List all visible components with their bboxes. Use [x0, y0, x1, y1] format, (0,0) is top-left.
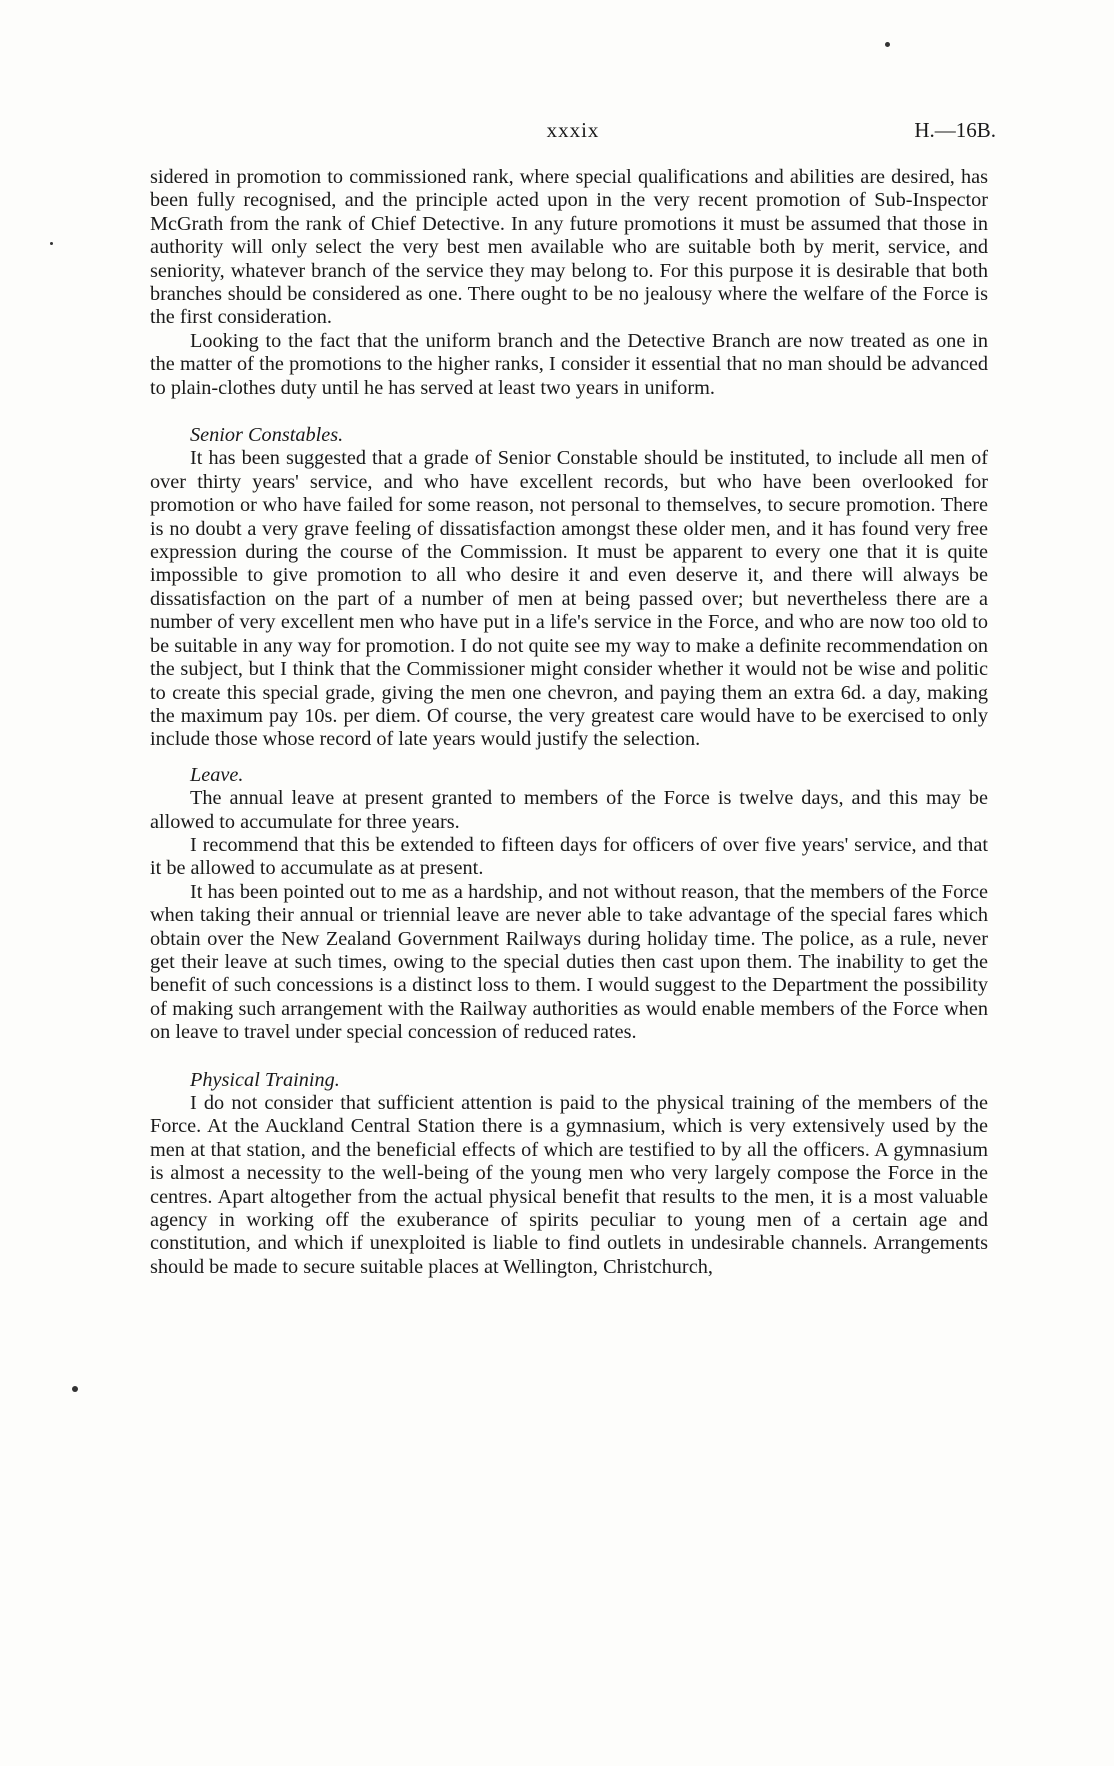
section-heading-physical-training: Physical Training. — [190, 1068, 340, 1091]
scan-speck — [72, 1386, 78, 1392]
document-reference: H.—16B. — [914, 118, 996, 142]
section-heading-senior-constables: Senior Constables. — [190, 424, 344, 447]
body-text — [150, 166, 988, 1279]
paragraph: Looking to the fact that the uniform branch and the Detective Branch are now treated as one in the matter of the promotions to the higher ranks, I consider it essential that no man should be advanced to plain-clothes duty until he has served at least two years in uniform. — [150, 329, 988, 399]
paragraph: I recommend that this be extended to fifteen days for officers of over five years' service, and that it be allowed to accumulate as at present. — [150, 833, 988, 880]
page-number: xxxix — [546, 118, 600, 142]
page-header — [150, 118, 996, 146]
scan-speck — [50, 242, 53, 245]
paragraph: It has been suggested that a grade of Senior Constable should be instituted, to include all men of over thirty years' service, and who have excellent records, but who have been overlooked for promotion or who have failed for some reason, not personal to themselves, to secure promotion. There is no doubt a very grave feeling of dissatisfaction amongst these older men, and it has found very free expression during the course of the Commission. It must be apparent to every one that it is quite impossible to give promotion to all who desire it and even deserve it, and there will always be dissatisfaction on the part of a number of men at being passed over; but nevertheless there are a number of very excellent men who have put in a life's service in the Force, and who are now too old to be suitable in any way for promotion. I do not quite see my way to make a definite recommendation on the subject, but I think that the Commissioner might consider whether it would not be wise and politic to create this special grade, giving the men one chevron, and paying them an extra 6d. a day, making the maximum pay 10s. per diem. Of course, the very greatest care would have to be exercised to only include those whose record of late years would justify the selection. — [150, 447, 988, 751]
paragraph: It has been pointed out to me as a hardship, and not without reason, that the members of the Force when taking their annual or triennial leave are never able to take advantage of the special fares which obtain over the New Zealand Government Railways during holiday time. The police, as a rule, never get their leave at such times, owing to the special duties then cast upon them. The inability to get the benefit of such concessions is a distinct loss to them. I would suggest to the Department the possibility of making such arrangement with the Railway authorities as would enable members of the Force when on leave to travel under special concession of reduced rates. — [150, 880, 988, 1044]
paragraph: The annual leave at present granted to members of the Force is twelve days, and this may be allowed to accumulate for three years. — [150, 787, 988, 833]
paragraph: I do not consider that sufficient attention is paid to the physical training of the members of the Force. At the Auckland Central Station there is a gymnasium, which is very extensively used by the men at that station, and the beneficial effects of which are testified to by all the officers. A gymnasium is almost a necessity to the well-being of the young men who very largely compose the Force in the centres. Apart altogether from the actual physical benefit that results to the men, it is a most valuable agency in working off the exuberance of spirits peculiar to young men of a certain age and constitution, and which if unexploited is liable to find outlets in undesirable channels. Arrangements should be made to secure suitable places at Wellington, Christchurch, — [150, 1091, 988, 1278]
scan-speck — [885, 42, 890, 47]
section-heading-leave: Leave. — [190, 763, 244, 786]
paragraph-continued: sidered in promotion to commissioned rank, where special qualifications and abilities are desired, has been fully recognised, and the principle acted upon in the very recent promotion of Sub-Inspector McGrath from the rank of Chief Detective. In any future promotions it must be assumed that those in authority will only select the very best men available who are suitable both by merit, service, and seniority, whatever branch of the service they may belong to. For this purpose it is desirable that both branches should be considered as one. There ought to be no jealousy where the welfare of the Force is the first consideration. — [150, 166, 988, 329]
